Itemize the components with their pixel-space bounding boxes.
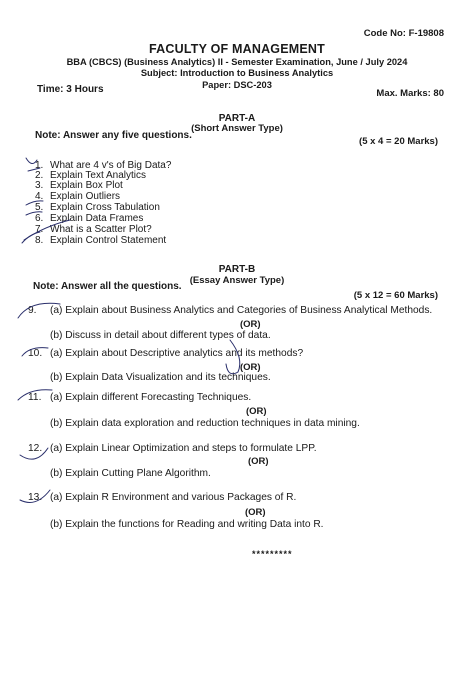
- list-item: [35, 224, 152, 235]
- question-number: 13.: [28, 492, 43, 503]
- question-12a: [28, 443, 317, 454]
- question-9a: [28, 305, 432, 316]
- question-13b: (b) Explain the functions for Reading and writing Data into R.: [50, 519, 324, 530]
- question-number: 9.: [28, 305, 37, 316]
- part-b-marks: (5 x 12 = 60 Marks): [353, 290, 438, 301]
- question-text: (a) Explain R Environment and various Packages of R.: [50, 492, 297, 503]
- question-11a: [28, 392, 251, 403]
- part-a-subtitle: (Short Answer Type): [191, 123, 283, 134]
- part-b-title: PART-B: [218, 264, 256, 275]
- part-b-subtitle: (Essay Answer Type): [189, 275, 285, 286]
- exam-line: BBA (CBCS) (Business Analytics) II - Semester Examination, June / July 2024: [66, 57, 408, 67]
- question-text: Explain Cross Tabulation: [50, 202, 160, 213]
- question-text: Explain Text Analytics: [50, 170, 146, 181]
- question-10b: (b) Explain Data Visualization and its techniques.: [50, 372, 271, 383]
- question-number: 2.: [35, 170, 44, 181]
- or-label: (OR): [248, 456, 269, 467]
- question-number: 3.: [35, 180, 44, 191]
- question-number: 6.: [35, 213, 44, 224]
- question-text: Explain Control Statement: [50, 235, 167, 246]
- or-label: (OR): [246, 406, 267, 417]
- or-label: (OR): [240, 319, 261, 330]
- question-number: 11.: [28, 392, 42, 403]
- subject-line: Subject: Introduction to Business Analytics: [140, 68, 334, 78]
- question-text: What is a Scatter Plot?: [50, 224, 152, 235]
- question-12b: (b) Explain Cutting Plane Algorithm.: [50, 468, 211, 479]
- list-item: [35, 202, 160, 213]
- question-9b: (b) Discuss in detail about different types of data.: [50, 330, 271, 341]
- or-label: (OR): [245, 507, 266, 518]
- list-item: [35, 180, 123, 191]
- question-number: 12.: [28, 443, 43, 454]
- question-number: 1.: [35, 160, 44, 171]
- question-number: 5.: [35, 202, 44, 213]
- question-number: 7.: [35, 224, 44, 235]
- time-allowed: Time: 3 Hours: [37, 84, 104, 95]
- list-item: [35, 191, 120, 202]
- question-text: Explain Box Plot: [50, 180, 123, 191]
- question-text: Explain Outliers: [50, 191, 121, 202]
- question-13a: [28, 492, 296, 503]
- code-number: Code No: F-19808: [363, 28, 444, 39]
- question-text: (a) Explain Linear Optimization and steps to formulate LPP.: [50, 443, 317, 454]
- part-b-note: Note: Answer all the questions.: [33, 281, 182, 292]
- question-text: (a) Explain different Forecasting Techniques.: [50, 392, 252, 403]
- question-10a: [28, 348, 303, 359]
- part-a-note: Note: Answer any five questions.: [35, 130, 192, 141]
- question-text: Explain Data Frames: [50, 213, 144, 224]
- question-number: 10.: [28, 348, 43, 359]
- end-marker: *********: [252, 549, 293, 559]
- max-marks: Max. Marks: 80: [376, 88, 444, 99]
- question-text: (a) Explain about Descriptive analytics and its methods?: [50, 348, 304, 359]
- or-label: (OR): [240, 362, 261, 373]
- question-text: What are 4 v's of Big Data?: [50, 160, 172, 171]
- faculty-title: FACULTY OF MANAGEMENT: [149, 42, 325, 56]
- paper-line: Paper: DSC-203: [202, 80, 272, 90]
- list-item: [35, 235, 166, 246]
- question-text: (a) Explain about Business Analytics and Categories of Business Analytical Methods.: [50, 305, 433, 316]
- part-a-marks: (5 x 4 = 20 Marks): [359, 136, 438, 147]
- question-number: 8.: [35, 235, 44, 246]
- part-a-title: PART-A: [218, 113, 256, 124]
- question-11b: (b) Explain data exploration and reduction techniques in data mining.: [50, 418, 360, 429]
- question-number: 4.: [35, 191, 44, 202]
- list-item: [35, 213, 143, 224]
